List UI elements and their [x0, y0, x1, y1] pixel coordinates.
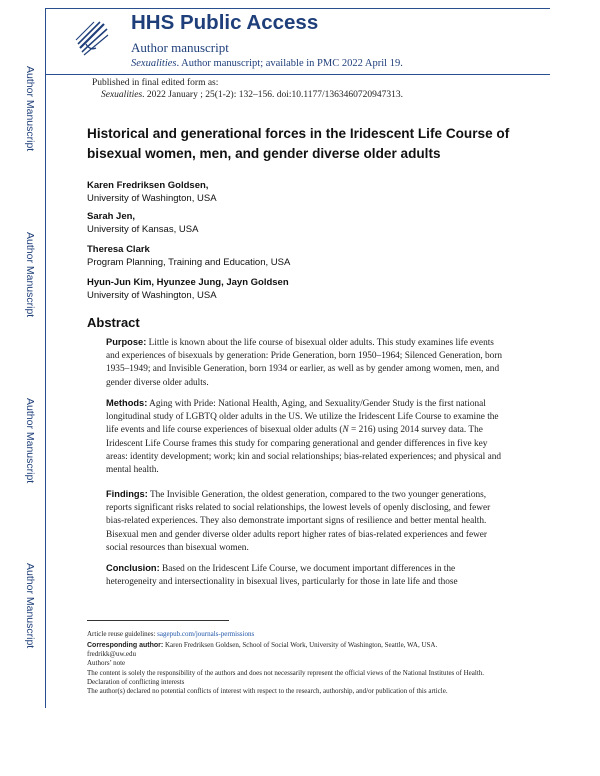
header-citation-rest: . Author manuscript; available in PMC 2022 April 19. [176, 58, 403, 69]
article-title: Historical and generational forces in the Iridescent Life Course of bisexual women, men, and gender diverse older adults [87, 126, 510, 161]
footnote-rule [87, 620, 229, 621]
header-title: HHS Public Access [131, 11, 319, 34]
authors-note-text: The content is solely the responsibility of the authors and does not necessarily represent the official views of the National Institutes of Health. [87, 668, 485, 677]
methods-n-symbol: N [342, 425, 349, 436]
corr-email: fredrikk@uw.edu [87, 650, 136, 659]
findings-text: The Invisible Generation, the oldest generation, compared to the two younger generations, reports significant risks related to social relationships, the lowest levels of openly disclosing, and fewer bias-related experiences. They also demonstrate important signs of resilience and better mental health. Bisexual men and gender diverse older adults report higher rates of bias-related experiences and fewer social resources than bisexual women. [106, 490, 491, 553]
conflict-text: The author(s) declared no potential conflicts of interest with respect to the research, authorship, and/or publication of this article. [87, 687, 448, 696]
findings-label: Findings: [106, 489, 148, 499]
abstract-purpose [106, 336, 506, 390]
publication-line1: Published in final edited form as: [92, 78, 219, 88]
corr-text: Karen Fredriksen Goldsen, School of Social Work, University of Washington, Seattle, WA, USA. [163, 641, 438, 649]
author-affiliation: University of Kansas, USA [87, 224, 199, 235]
hhs-eagle-logo-icon [74, 18, 110, 58]
sidebar-rule [45, 8, 46, 708]
author-affiliation: University of Washington, USA [87, 290, 217, 301]
author-entry [87, 276, 289, 302]
sidebar-label: Author Manuscript [24, 398, 36, 484]
abstract-conclusion [106, 562, 506, 589]
publication-journal: Sexualities [101, 90, 143, 100]
author-name: Sarah Jen, [87, 211, 136, 222]
sidebar-label: Author Manuscript [24, 66, 36, 152]
footnote-reuse [87, 630, 517, 639]
publication-details: . 2022 January ; 25(1-2): 132–156. doi:10.1177/1363460720947313. [142, 90, 404, 100]
author-affiliation: University of Washington, USA [87, 193, 217, 204]
purpose-label: Purpose: [106, 337, 147, 347]
header-rule [45, 8, 550, 9]
conclusion-text: Based on the Iridescent Life Course, we document important differences in the heterogeneity and intersectionality in bisexual lives, particularly for those in late life and those [106, 564, 458, 588]
publication-citation [92, 89, 403, 101]
author-entry [87, 210, 198, 236]
reuse-label: Article reuse guidelines: [87, 630, 158, 638]
author-entry [87, 243, 290, 269]
abstract-findings [106, 488, 506, 555]
author-affiliation: Program Planning, Training and Education, USA [87, 257, 291, 268]
header-journal: Sexualities [131, 58, 177, 69]
corr-label: Corresponding author: [87, 642, 164, 649]
sidebar-label: Author Manuscript [24, 232, 36, 318]
sidebar-label: Author Manuscript [24, 563, 36, 649]
reuse-link[interactable]: sagepub.com/journals-permissions [157, 630, 255, 638]
header-citation [131, 58, 403, 69]
conflict-head: Declaration of conflicting interests [87, 677, 185, 686]
author-name: Hyun-Jun Kim, Hyunzee Jung, Jayn Goldsen [87, 277, 289, 288]
purpose-text: Little is known about the life course of bisexual older adults. This study examines life events and experiences of bisexuals by generation: Pride Generation, born 1950–1964; Silenced Generation, born 1935–1949; and Invisible Generation, born 1934 or earlier, as well as by gender among women, men, and gender diverse older adults. [106, 338, 503, 388]
footnote-corresponding [87, 641, 517, 696]
methods-text-a: Aging with Pride: National Health, Aging, and Sexuality/Gender Study is the first national longitudinal study of LGBTQ older adults in the US. We utilize the Iridescent Life Course to examine the life events and life course experiences of bisexual older adults ( [106, 399, 499, 436]
header-subtitle: Author manuscript [131, 40, 229, 55]
authors-note-head: Authors’ note [87, 659, 126, 668]
author-entry [87, 179, 217, 205]
methods-label: Methods: [106, 398, 148, 408]
header-divider [45, 74, 550, 75]
author-name: Karen Fredriksen Goldsen, [87, 180, 209, 191]
publication-info [92, 77, 403, 101]
conclusion-label: Conclusion: [106, 563, 160, 573]
abstract-methods [106, 397, 506, 477]
abstract-heading: Abstract [87, 315, 140, 330]
methods-text-b: = 216) using 2014 survey data. The Iridescent Life Course frames this study for comparing generational and gender differences in five key areas: identity development; work; kin and social relationships; bias-related experiences; and physical and mental health. [106, 425, 501, 476]
author-name: Theresa Clark [87, 244, 150, 255]
